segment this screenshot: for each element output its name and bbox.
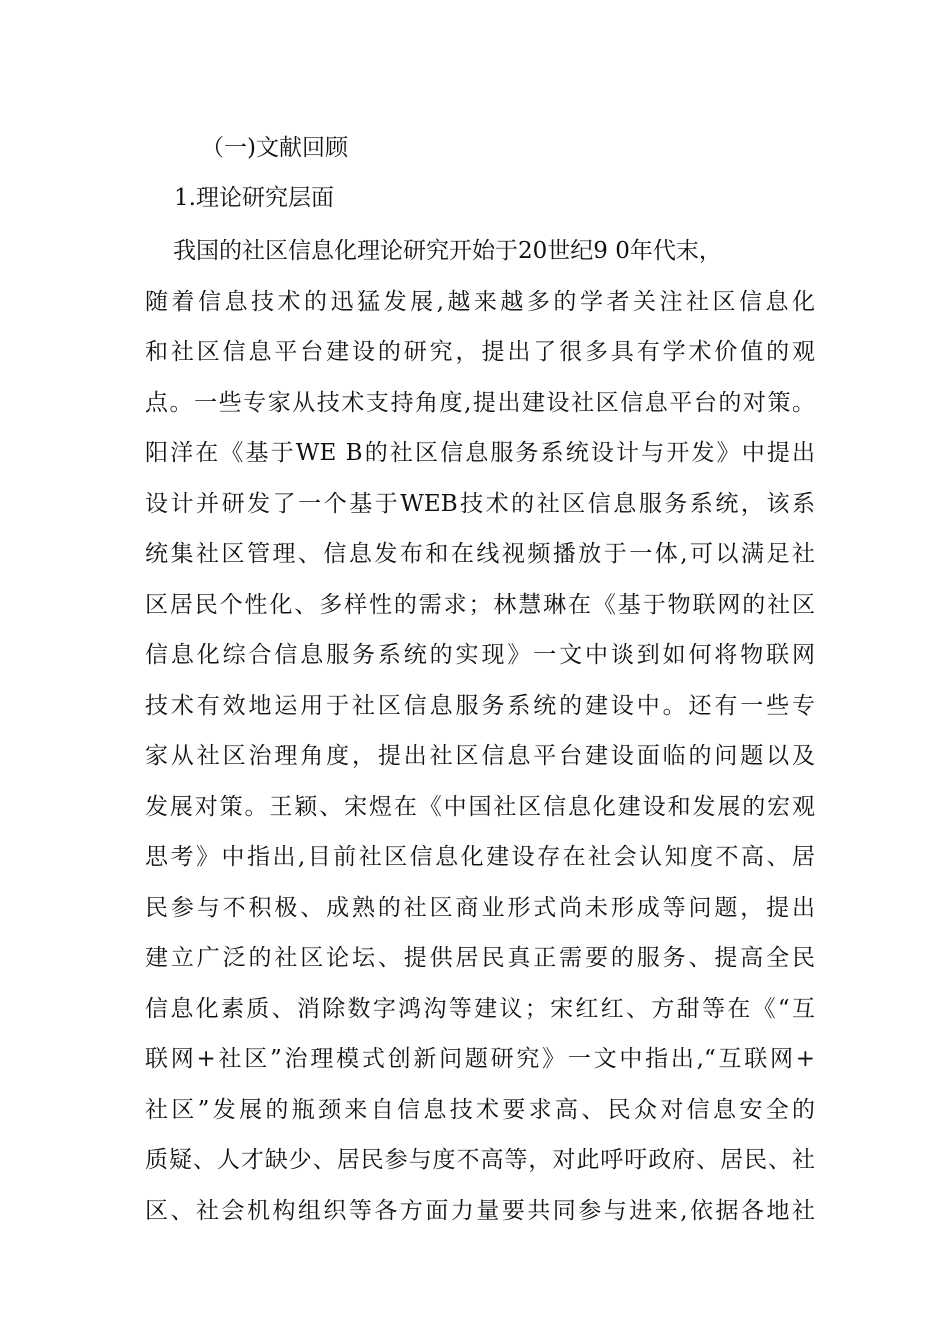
paragraph-line: 民参与不积极、成熟的社区商业形式尚未形成等问题，提出 [145, 894, 815, 921]
paragraph-line: 我国的社区信息化理论研究开始于20世纪9 0年代末， [173, 238, 722, 264]
paragraph-line: 思考》中指出,目前社区信息化建设存在社会认知度不高、居 [145, 844, 815, 870]
paragraph-line: 设计并研发了一个基于WEB技术的社区信息服务系统，该系 [145, 490, 815, 517]
paragraph-line: 社区”发展的瓶颈来自信息技术要求高、民众对信息安全的 [145, 1096, 815, 1123]
paragraph-line: 统集社区管理、信息发布和在线视频播放于一体,可以满足社 [145, 541, 815, 567]
paragraph-line: 质疑、人才缺少、居民参与度不高等，对此呼吁政府、居民、社 [145, 1147, 815, 1173]
paragraph-line: 点。一些专家从技术支持角度,提出建设社区信息平台的对策。 [145, 389, 815, 416]
paragraph-line: 区、社会机构组织等各方面力量要共同参与进来,依据各地社 [145, 1197, 815, 1224]
paragraph-line: 发展对策。王颖、宋煜在《中国社区信息化建设和发展的宏观 [145, 793, 815, 820]
paragraph-line: 阳洋在《基于WE B的社区信息服务系统设计与开发》中提出 [145, 440, 815, 466]
paragraph-line: 和社区信息平台建设的研究，提出了很多具有学术价值的观 [145, 339, 815, 365]
paragraph-line: 区居民个性化、多样性的需求；林慧琳在《基于物联网的社区 [145, 591, 815, 618]
paragraph-line: 家从社区治理角度，提出社区信息平台建设面临的问题以及 [145, 743, 815, 769]
paragraph-line: 信息化综合信息服务系统的实现》一文中谈到如何将物联网 [145, 642, 815, 668]
paragraph-line: 建立广泛的社区论坛、提供居民真正需要的服务、提高全民 [145, 945, 815, 971]
paragraph-line: 信息化素质、消除数字鸿沟等建议；宋红红、方甜等在《“互 [145, 995, 815, 1022]
paragraph-line: 联网+社区”治理模式创新问题研究》一文中指出,“互联网+ [145, 1046, 815, 1072]
subsection-heading: 1.理论研究层面 [174, 185, 334, 211]
paragraph-line: 随着信息技术的迅猛发展,越来越多的学者关注社区信息化 [145, 288, 815, 315]
section-heading: （一)文献回顾 [201, 135, 348, 161]
body-paragraph [145, 226, 815, 1236]
paragraph-line: 技术有效地运用于社区信息服务系统的建设中。还有一些专 [145, 692, 815, 719]
